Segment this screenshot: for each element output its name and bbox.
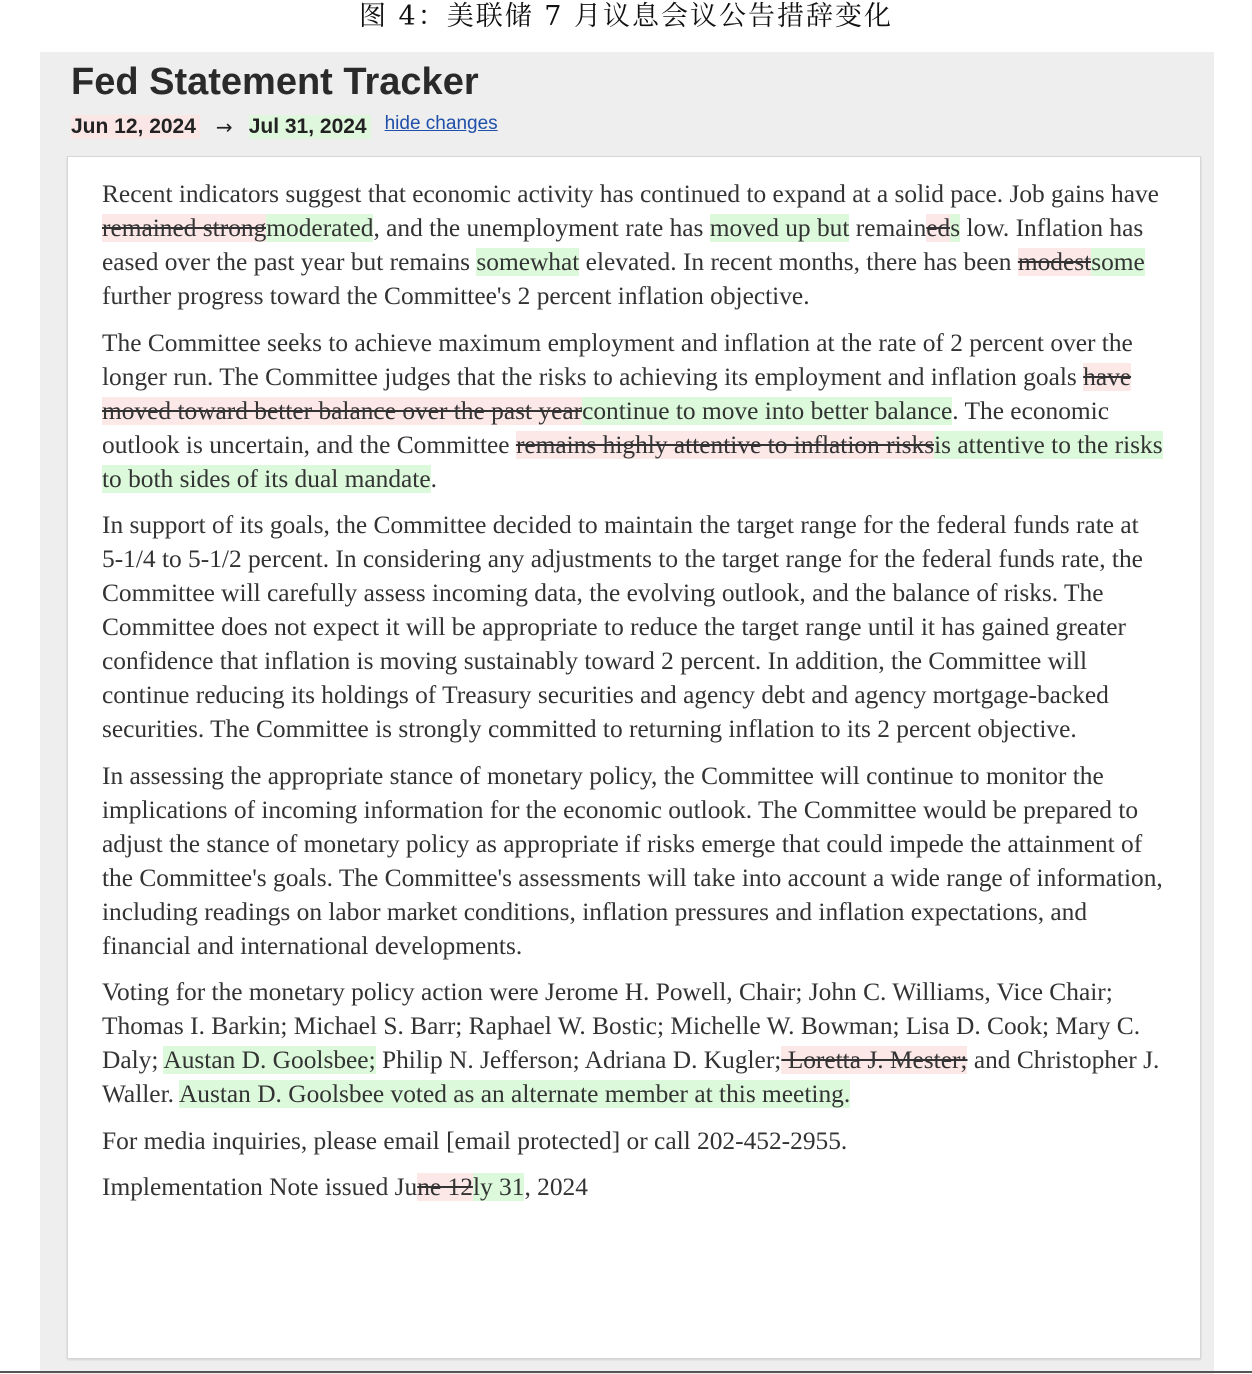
page-bottom-divider <box>0 1371 1252 1373</box>
paragraph-economic-activity <box>102 177 1166 313</box>
inserted-text: is attentive to the risks to both sides of its dual mandate <box>102 430 1163 493</box>
paragraph-voting-members <box>102 975 1166 1111</box>
statement-text: Recent indicators suggest that economic activity has continued to expand at a solid pace. Job gains have <box>102 180 1159 208</box>
statement-text: , 2024 <box>524 1173 588 1201</box>
previous-statement-date: Jun 12, 2024 <box>71 115 200 139</box>
figure-caption: 图 4：美联储 7 月议息会议公告措辞变化 <box>358 1 894 32</box>
deleted-text: Loretta J. Mester; <box>781 1046 968 1074</box>
paragraph-policy-stance: In assessing the appropriate stance of monetary policy, the Committee will continue to monitor the implications of incoming information for the economic outlook. The Committee would be prepared to adjust the stance of monetary policy as appropriate if risks emerge that could impede the attainment of the Committee's goals. The Committee's assessments will take into account a wide range of information, including readings on labor market conditions, inflation pressures and inflation expectations, and financial and international developments. <box>102 761 1163 960</box>
date-comparison-bar <box>71 112 498 142</box>
tracker-panel <box>40 52 1214 1374</box>
inserted-text: continue to move into better balance <box>582 396 953 425</box>
inserted-text: s <box>950 214 961 242</box>
statement-text: low. Inflation has eased over the past year but remains <box>102 214 1144 276</box>
deleted-text: remains highly attentive to inflation risks <box>515 430 935 459</box>
inserted-text: Austan D. Goolsbee voted as an alternate member at this meeting. <box>178 1080 851 1108</box>
inserted-text: ly 31 <box>472 1173 525 1201</box>
statement-text: further progress toward the Committee's 2 percent inflation objective. <box>102 282 810 310</box>
statement-text: . The economic outlook is uncertain, and the Committee <box>102 396 1110 459</box>
statement-text: The Committee seeks to achieve maximum employment and inflation at the rate of 2 percent over the longer run. The Committee judges that the risks to achieving its employment and inflation goals <box>102 328 1133 391</box>
statement-diff-body <box>67 156 1201 1359</box>
inserted-text: somewhat <box>476 248 580 276</box>
paragraph-media-inquiries: For media inquiries, please email [email protected] or call 202-452-2955. <box>102 1126 848 1155</box>
arrow-right-icon: → <box>215 115 233 139</box>
deleted-text: modest <box>1017 248 1092 276</box>
paragraph-committee-goals <box>102 326 1166 496</box>
deleted-text: have moved toward better balance over the past year <box>102 362 1132 425</box>
deleted-text: ed <box>926 214 951 242</box>
deleted-text: ne 12 <box>417 1173 473 1201</box>
statement-text: Voting for the monetary policy action were Jerome H. Powell, Chair; John C. Williams, Vice Chair; Thomas I. Barkin; Michael S. Barr; Raphael W. Bostic; Michelle W. Bowman; Lisa D. Cook; Mary C. Daly; <box>102 978 1141 1074</box>
paragraph-policy-decision: In support of its goals, the Committee decided to maintain the target range for the federal funds rate at 5-1/4 to 5-1/2 percent. In considering any adjustments to the target range for the federal funds rate, the Committee will carefully assess incoming data, the evolving outlook, and the balance of risks. The Committee does not expect it will be appropriate to reduce the target range until it has gained greater confidence that inflation is moving sustainably toward 2 percent. In addition, the Committee will continue reducing its holdings of Treasury securities and agency debt and agency mortgage-backed securities. The Committee is strongly committed to returning inflation to its 2 percent objective. <box>102 511 1143 743</box>
inserted-text: Austan D. Goolsbee; <box>163 1046 376 1074</box>
statement-text: . <box>430 464 437 493</box>
app-title: Fed Statement Tracker <box>71 61 479 103</box>
inserted-text: moved up but <box>709 214 850 242</box>
inserted-text: moderated <box>266 214 374 242</box>
statement-text: , and the unemployment rate has <box>373 214 710 242</box>
paragraph-implementation-note <box>102 1170 1166 1204</box>
statement-text: and Christopher J. Waller. <box>102 1046 1160 1108</box>
hide-changes-link[interactable]: hide changes <box>384 113 498 134</box>
inserted-text: some <box>1091 248 1145 276</box>
current-statement-date: Jul 31, 2024 <box>249 115 371 139</box>
statement-text: remain <box>849 214 927 242</box>
statement-text: Philip N. Jefferson; Adriana D. Kugler; <box>375 1046 782 1074</box>
deleted-text: remained strong <box>102 214 267 242</box>
statement-text: Implementation Note issued Ju <box>102 1173 418 1201</box>
statement-text: elevated. In recent months, there has been <box>579 248 1018 276</box>
